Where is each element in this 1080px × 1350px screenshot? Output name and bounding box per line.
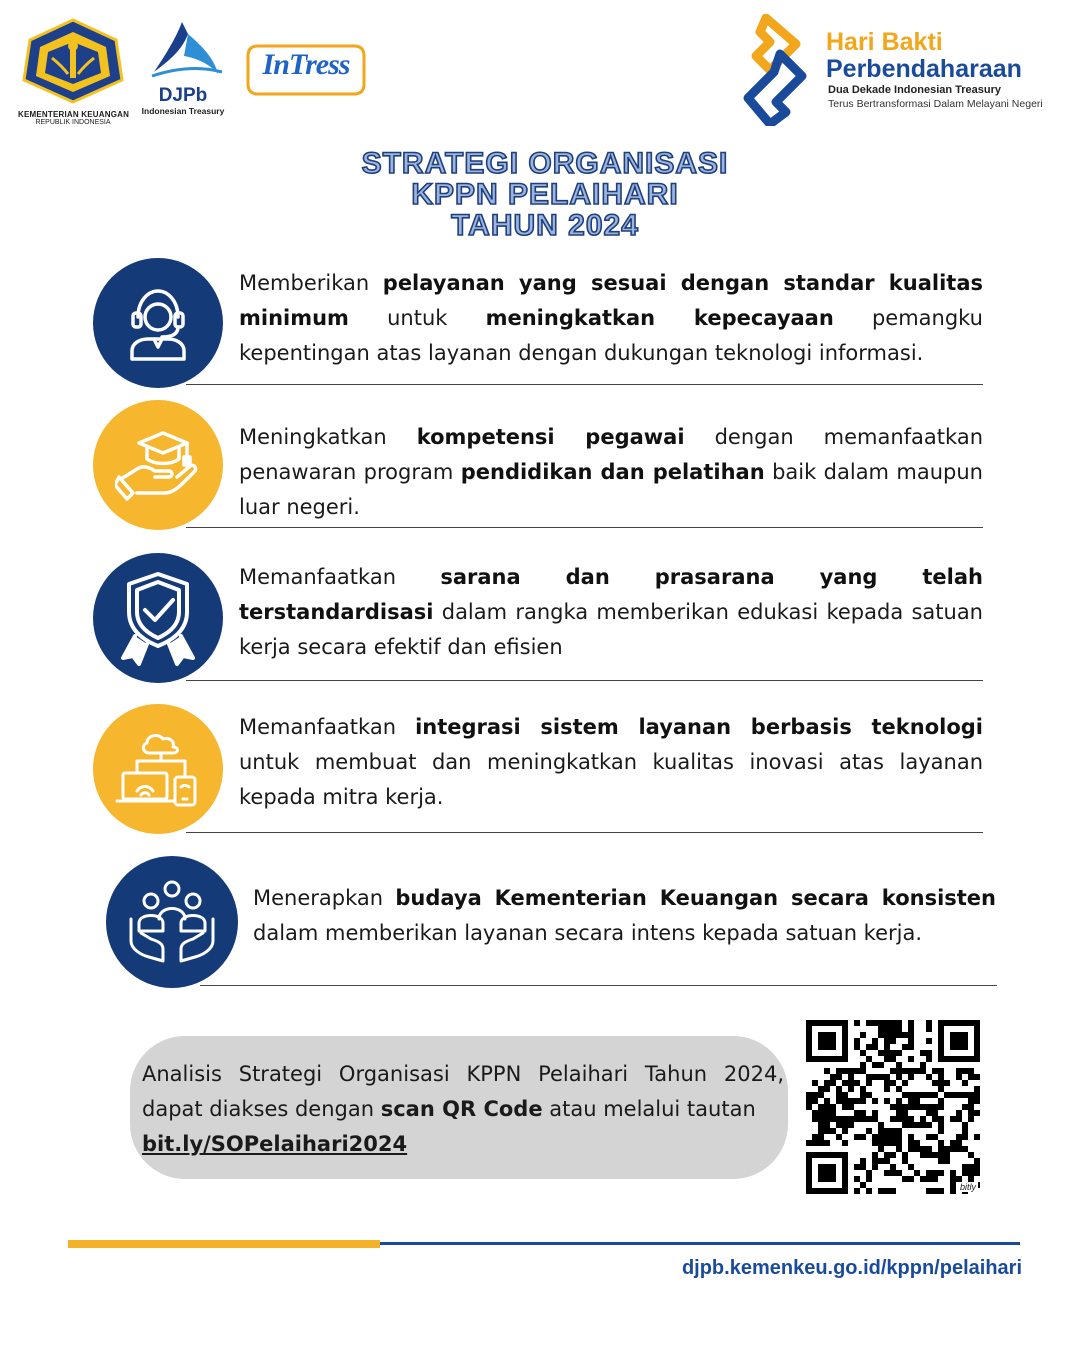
strategy-text-segment: dalam rangka memberikan edukasi kepada satuan kerja secara efektif dan efisien xyxy=(239,600,983,659)
qr-code-icon xyxy=(806,1020,980,1194)
strategy-4-text xyxy=(239,710,983,815)
hari-bakti-logo xyxy=(740,14,1070,126)
team-care-icon xyxy=(127,879,217,965)
divider xyxy=(186,832,983,833)
djpb-logo xyxy=(136,20,230,124)
intress-wordmark: InTress xyxy=(262,48,350,81)
hari-bakti-chain-icon xyxy=(740,14,810,126)
divider xyxy=(186,384,983,385)
divider xyxy=(186,527,983,528)
strategy-2-text xyxy=(239,420,983,525)
strategy-text-segment: dalam memberikan layanan secara intens kepada satuan kerja. xyxy=(253,921,923,945)
title-line-2: KPPN PELAIHARI xyxy=(411,178,679,211)
strategy-text-segment: untuk xyxy=(348,306,486,330)
strategy-text-segment: Meningkatkan xyxy=(239,425,417,449)
page-title xyxy=(0,148,1080,241)
footer-rule xyxy=(380,1242,1020,1245)
qr-code[interactable] xyxy=(806,1020,980,1194)
title-line-3: TAHUN 2024 xyxy=(451,209,639,242)
strategy-text-segment: pemangku kepentingan atas layanan dengan dukungan teknologi informasi. xyxy=(239,306,983,365)
footer-accent-line xyxy=(68,1240,380,1248)
strategy-3-icon-badge xyxy=(93,553,223,683)
strategy-5-icon-badge xyxy=(106,856,238,988)
kemenkeu-logo xyxy=(18,18,128,128)
djpb-subtitle: Indonesian Treasury xyxy=(141,106,225,116)
kemenkeu-subcaption: REPUBLIK INDONESIA xyxy=(35,119,111,126)
hari-bakti-title-1: Hari Bakti xyxy=(826,28,943,56)
strategy-highlight: meningkatkan kepecayaan xyxy=(485,306,834,330)
info-link[interactable]: bit.ly/SOPelaihari2024 xyxy=(142,1132,408,1156)
strategy-5-text xyxy=(253,881,996,951)
info-text xyxy=(142,1057,784,1162)
strategy-text-segment: untuk membuat dan meningkatkan kualitas inovasi atas layanan kepada mitra kerja. xyxy=(239,750,983,809)
strategy-text-segment: Memberikan xyxy=(239,271,383,295)
strategy-text-segment: Memanfaatkan xyxy=(239,715,416,739)
strategy-highlight: kompetensi pegawai xyxy=(416,425,685,449)
strategy-highlight: integrasi sistem layanan berbasis teknologi xyxy=(415,715,983,739)
strategy-highlight: pelayanan yang sesuai dengan standar kualitas minimum xyxy=(239,271,984,330)
strategy-1-icon-badge xyxy=(93,258,223,388)
intress-logo xyxy=(244,42,368,98)
kemenkeu-caption: KEMENTERIAN KEUANGAN xyxy=(18,110,130,119)
strategy-highlight: pendidikan dan pelatihan xyxy=(460,460,765,484)
strategy-text-segment: dengan memanfaatkan penawaran program xyxy=(239,425,983,484)
hari-bakti-title-2: Perbendaharaan xyxy=(826,55,1022,83)
cloud-network-icon xyxy=(113,729,203,809)
kemenkeu-emblem-icon xyxy=(18,18,128,104)
hari-bakti-tagline-1: Dua Dekade Indonesian Treasury xyxy=(828,84,1002,96)
strategy-3-text xyxy=(239,560,983,665)
customer-service-icon xyxy=(118,283,198,363)
footer-url[interactable]: djpb.kemenkeu.go.id/kppn/pelaihari xyxy=(681,1257,1022,1279)
info-text-bold: scan QR Code xyxy=(380,1097,543,1121)
djpb-name: DJPb xyxy=(158,85,208,106)
qr-brand-label: bitly xyxy=(959,1182,976,1192)
divider xyxy=(200,985,997,986)
strategy-highlight: budaya Kementerian Keuangan secara konsisten xyxy=(395,886,996,910)
education-hand-icon xyxy=(115,427,201,503)
strategy-1-text xyxy=(239,266,983,371)
divider xyxy=(186,680,983,681)
info-text-part-2: atau melalui tautan xyxy=(542,1097,756,1121)
info-text-part-1: Analisis Strategi Organisasi KPPN Pelaihari Tahun 2024, dapat diakses dengan xyxy=(142,1062,784,1121)
strategy-text-segment: Menerapkan xyxy=(253,886,396,910)
hari-bakti-tagline-2: Terus Bertransformasi Dalam Melayani Negeri xyxy=(828,98,1043,110)
strategy-text-segment: baik dalam maupun luar negeri. xyxy=(239,460,983,519)
djpb-swoosh-icon xyxy=(136,20,230,82)
title-line-1: STRATEGI ORGANISASI xyxy=(361,147,729,180)
strategy-4-icon-badge xyxy=(93,704,223,834)
strategy-highlight: sarana dan prasarana yang telah terstandardisasi xyxy=(239,565,983,624)
strategy-2-icon-badge xyxy=(93,400,223,530)
strategy-text-segment: Memanfaatkan xyxy=(239,565,441,589)
shield-check-icon xyxy=(115,570,201,666)
